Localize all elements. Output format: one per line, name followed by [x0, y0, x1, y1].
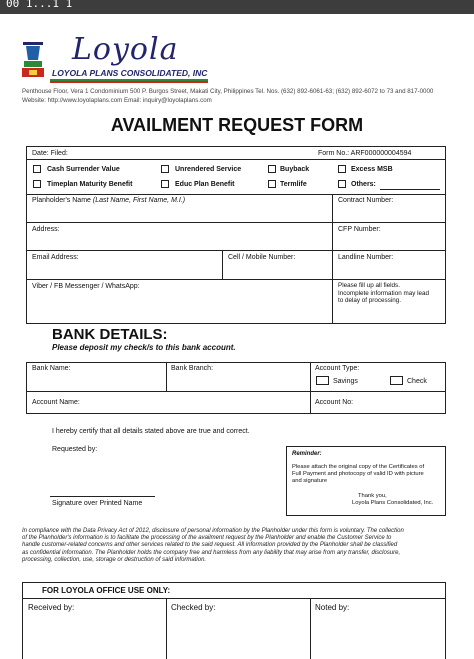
savings-checkbox[interactable] — [316, 376, 329, 385]
cell-number-label: Cell / Mobile Number: — [228, 254, 296, 261]
timeplan-maturity-checkbox[interactable] — [33, 180, 41, 188]
others-label: Others: — [351, 181, 376, 188]
bank-name-label: Bank Name: — [32, 365, 71, 372]
bank-details-box — [26, 362, 446, 414]
timeplan-maturity-label: Timeplan Maturity Benefit — [47, 181, 133, 188]
savings-label: Savings — [333, 378, 358, 385]
brand-name: Loyola — [72, 32, 179, 67]
company-website: Website: http://www.loyolaplans.com Email: inquiry@loyolaplans.com — [22, 97, 212, 104]
brand-subtitle: LOYOLA PLANS CONSOLIDATED, INC — [52, 68, 208, 78]
noted-by-label: Noted by: — [315, 603, 350, 612]
bank-details-subheading: Please deposit my check/s to this bank account. — [52, 343, 236, 352]
privacy-notice: In compliance with the Data Privacy Act of 2012, disclosure of personal information by the Planholder under this form is voluntary. The collection of the Planholder's information is to facilitate the processing of the availment request by the Planholder and enable the Customer Service to handle customer-related concerns and other services related to the said request. All information provided by the Planholder shall be classified as confidential information. The Planholder holds the company free and harmless from any liability that may arise from any transfer, disclosure, processing, collection, use, storage or destruction of said information. — [22, 528, 404, 563]
form-title: AVAILMENT REQUEST FORM — [110, 115, 364, 135]
excess-msb-checkbox[interactable] — [338, 165, 346, 173]
received-by-label: Received by: — [28, 603, 75, 612]
planholder-name-label: Planholder's Name (Last Name, First Name, M.I.) — [32, 197, 186, 204]
row-divider — [26, 279, 446, 280]
row-divider — [26, 250, 446, 251]
row-divider — [26, 194, 446, 195]
certification-statement: I hereby certify that all details stated above are true and correct. — [52, 428, 250, 435]
row-divider — [26, 159, 446, 160]
col-divider — [310, 362, 311, 414]
account-type-label: Account Type: — [315, 365, 360, 372]
bank-details-heading: BANK DETAILS: — [52, 326, 168, 343]
buyback-label: Buyback — [280, 166, 310, 173]
landline-number-label: Landline Number: — [338, 254, 394, 261]
cash-surrender-checkbox[interactable] — [33, 165, 41, 173]
form-number: Form No.: ARF000000004594 — [318, 150, 412, 157]
date-filed-label: Date: Filed: — [32, 150, 68, 157]
col-divider — [310, 598, 311, 659]
reminder-box — [286, 446, 446, 516]
contract-number-label: Contract Number: — [338, 197, 394, 204]
termlife-label: Termlife — [280, 181, 307, 188]
cfp-number-label: CFP Number: — [338, 226, 381, 233]
others-input-line[interactable] — [380, 189, 440, 190]
office-use-heading: FOR LOYOLA OFFICE USE ONLY: — [42, 586, 171, 595]
account-name-label: Account Name: — [32, 399, 80, 406]
row-divider — [22, 598, 446, 599]
cash-surrender-label: Cash Surrender Value — [47, 166, 120, 173]
row-divider — [26, 222, 446, 223]
signature-line[interactable] — [50, 496, 155, 497]
status-bar-text: 00 1...1 1 — [6, 0, 73, 10]
messenger-label: Viber / FB Messenger / WhatsApp: — [32, 283, 140, 290]
status-bar — [0, 0, 474, 14]
reminder-title: Reminder: — [292, 451, 322, 457]
row-divider — [26, 391, 446, 392]
address-label: Address: — [32, 226, 60, 233]
educ-plan-checkbox[interactable] — [161, 180, 169, 188]
company-address: Penthouse Floor, Vera 1 Condominium 500 P. Burgos Street, Makati City, Philippines Tel. Nos. (632) 892-6061-63; (632) 892-6072 to 73 and 817-0000 — [22, 88, 434, 95]
signature-label: Signature over Printed Name — [52, 500, 143, 507]
brand-red-rule — [50, 81, 208, 83]
loyola-emblem-icon — [20, 40, 46, 80]
checked-by-label: Checked by: — [171, 603, 216, 612]
col-divider — [166, 362, 167, 391]
reminder-text: Please attach the original copy of the Certificates of Full Payment and photocopy of valid ID with picture and signature — [292, 464, 425, 484]
unrendered-service-label: Unrendered Service — [175, 166, 242, 173]
excess-msb-label: Excess MSB — [351, 166, 393, 173]
check-checkbox[interactable] — [390, 376, 403, 385]
col-divider — [222, 250, 223, 279]
account-number-label: Account No: — [315, 399, 354, 406]
reminder-signoff: Thank you, Loyola Plans Consolidated, Inc. — [352, 493, 434, 506]
buyback-checkbox[interactable] — [268, 165, 276, 173]
email-address-label: Email Address: — [32, 254, 79, 261]
unrendered-service-checkbox[interactable] — [161, 165, 169, 173]
termlife-checkbox[interactable] — [268, 180, 276, 188]
bank-branch-label: Bank Branch: — [171, 365, 214, 372]
col-divider — [166, 598, 167, 659]
col-divider — [332, 194, 333, 324]
check-label: Check — [407, 378, 427, 385]
educ-plan-label: Educ Plan Benefit — [175, 181, 235, 188]
fill-up-note: Please fill up all fields. Incomplete information may lead to delay of processing. — [338, 282, 430, 304]
requested-by-label: Requested by: — [52, 446, 98, 453]
others-checkbox[interactable] — [338, 180, 346, 188]
